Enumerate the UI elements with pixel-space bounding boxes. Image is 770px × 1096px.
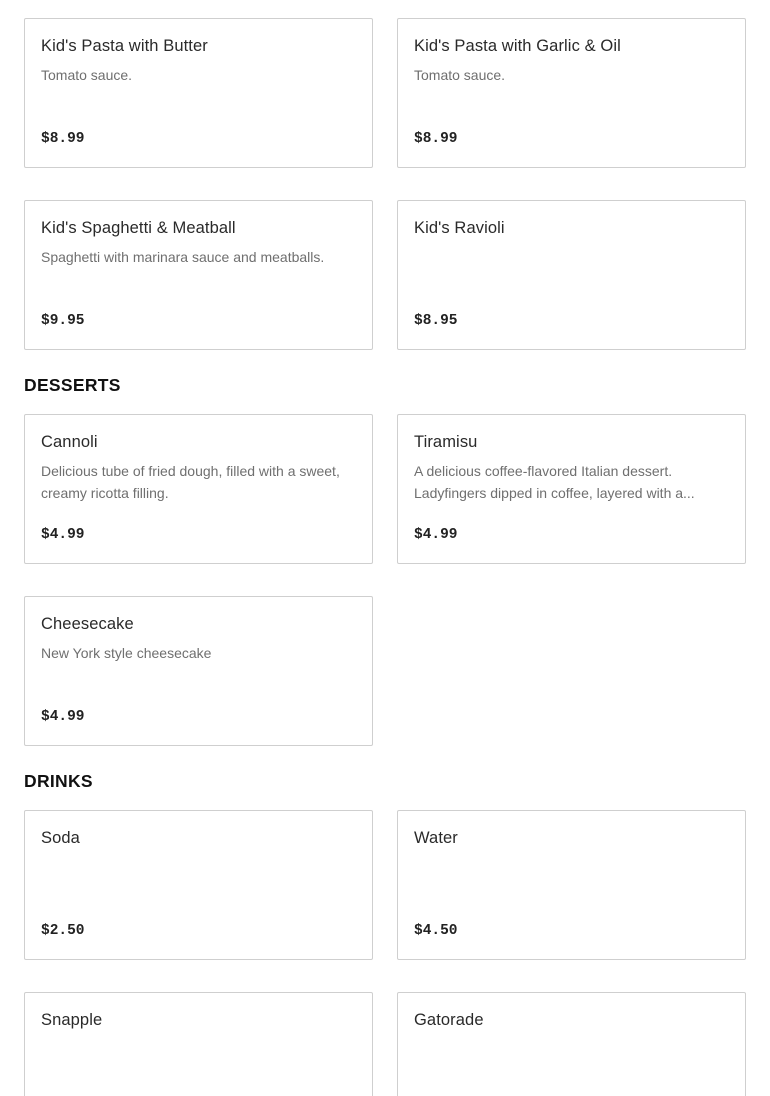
menu-item-price: $4.99 [41, 709, 85, 725]
menu-item-price: $2.50 [41, 923, 85, 939]
menu-item-name: Soda [41, 829, 80, 847]
section-heading-drinks: DRINKS [24, 771, 93, 791]
menu-item-card[interactable] [397, 18, 746, 168]
menu-item-name: Cannoli [41, 433, 98, 451]
menu-item-card[interactable] [24, 992, 373, 1096]
menu-item-name: Tiramisu [414, 433, 478, 451]
menu-item-price: $4.99 [414, 527, 458, 543]
menu-item-card[interactable] [24, 200, 373, 350]
menu-item-card[interactable] [24, 596, 373, 746]
menu-item-name: Water [414, 829, 458, 847]
menu-item-description: Delicious tube of fried dough, filled with a sweet, creamy ricotta filling. [41, 463, 340, 501]
menu-item-card[interactable] [24, 18, 373, 168]
menu-item-name: Gatorade [414, 1011, 484, 1029]
menu-item-description: A delicious coffee-flavored Italian dessert. Ladyfingers dipped in coffee, layered with a... [414, 463, 695, 501]
menu-item-name: Kid's Pasta with Garlic & Oil [414, 37, 621, 55]
menu-item-description: Spaghetti with marinara sauce and meatballs. [41, 249, 325, 265]
menu-item-description: Tomato sauce. [414, 67, 506, 83]
menu-item-card[interactable] [397, 992, 746, 1096]
menu-item-description: New York style cheesecake [41, 645, 212, 661]
menu-item-price: $4.50 [414, 923, 458, 939]
menu-item-price: $4.99 [41, 527, 85, 543]
menu-item-name: Kid's Spaghetti & Meatball [41, 219, 236, 237]
menu-item-card[interactable] [24, 414, 373, 564]
menu-item-description: Tomato sauce. [41, 67, 133, 83]
menu-item-name: Cheesecake [41, 615, 134, 633]
menu-item-card[interactable] [24, 810, 373, 960]
menu-item-card[interactable] [397, 414, 746, 564]
menu-item-name: Kid's Pasta with Butter [41, 37, 208, 55]
menu-item-price: $9.95 [41, 313, 85, 329]
menu-item-price: $8.99 [41, 131, 85, 147]
menu-item-name: Kid's Ravioli [414, 219, 505, 237]
section-heading-desserts: DESSERTS [24, 375, 121, 395]
menu-item-card[interactable] [397, 200, 746, 350]
menu-item-price: $8.95 [414, 313, 458, 329]
menu-item-card[interactable] [397, 810, 746, 960]
menu-item-price: $8.99 [414, 131, 458, 147]
menu-item-name: Snapple [41, 1011, 103, 1029]
